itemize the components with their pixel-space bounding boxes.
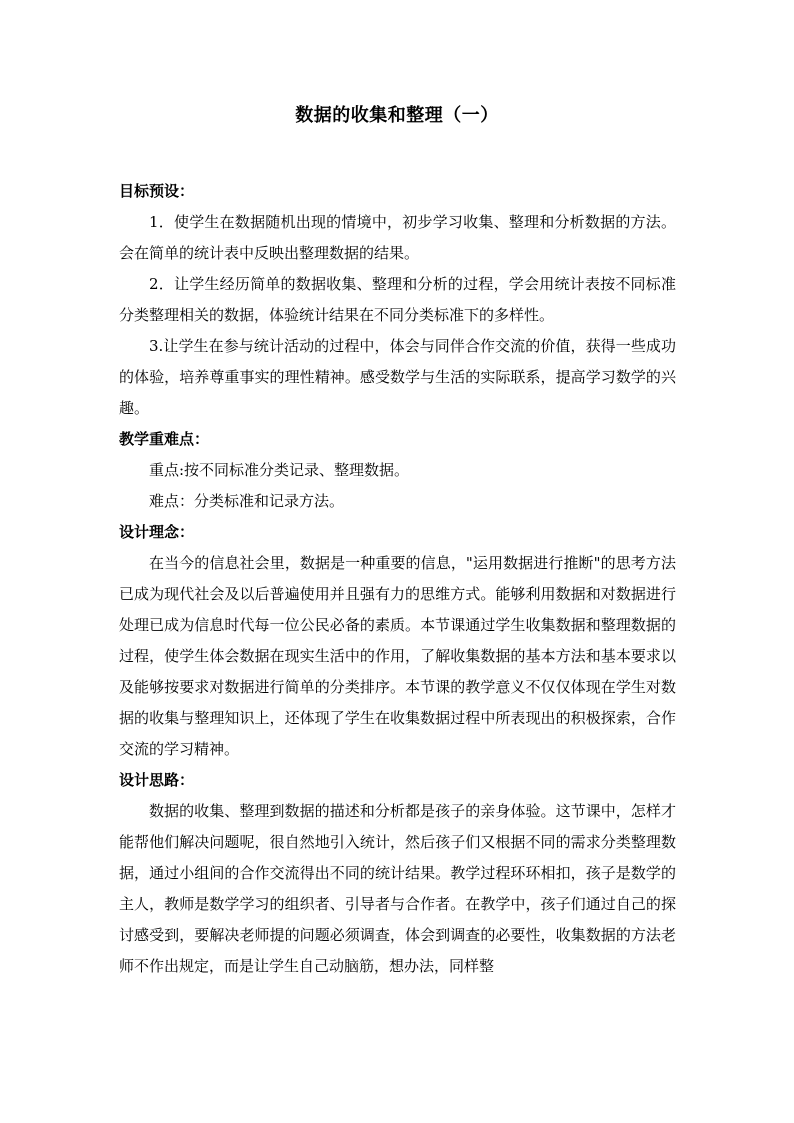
paragraph: 重点:按不同标准分类记录、整理数据。 xyxy=(149,461,410,479)
section-heading: 设计思路： xyxy=(119,771,195,789)
section-goals xyxy=(119,176,676,424)
paragraph: 3.让学生在参与统计活动的过程中，体会与同伴合作交流的价值，获得一些成功的体验，培养尊重事实的理性精神。感受数学与生活的实际联系，提高学习数学的兴趣。 xyxy=(119,337,676,417)
section-heading: 设计理念： xyxy=(119,523,195,541)
paragraph: 2．让学生经历简单的数据收集、整理和分析的过程，学会用统计表按不同标准分类整理相关的数据，体验统计结果在不同分类标准下的多样性。 xyxy=(119,275,676,324)
paragraph: 数据的收集、整理到数据的描述和分析都是孩子的亲身体验。这节课中，怎样才能帮他们解决问题呢，很自然地引入统计，然后孩子们又根据不同的需求分类整理数据，通过小组间的合作交流得出不同的统计结果。教学过程环环相扣，孩子是数学的主人，教师是数学学习的组织者、引导者与合作者。在教学中，孩子们通过自己的探讨感受到，要解决老师提的问题必须调查，体会到调查的必要性，收集数据的方法老师不作出规定，而是让学生自己动脑筋，想办法，同样整 xyxy=(119,802,676,975)
section-design-concept xyxy=(119,517,676,765)
paragraph: 难点：分类标准和记录方法。 xyxy=(149,492,345,510)
section-key-points xyxy=(119,424,676,517)
paragraph: 在当今的信息社会里，数据是一种重要的信息，"运用数据进行推断"的思考方法已成为现代社会及以后普遍使用并且强有力的思维方式。能够利用数据和对数据进行处理已成为信息时代每一位公民必备的素质。本节课通过学生收集数据和整理数据的过程，使学生体会数据在现实生活中的作用，了解收集数据的基本方法和基本要求以及能够按要求对数据进行简单的分类排序。本节课的教学意义不仅仅体现在学生对数据的收集与整理知识上，还体现了学生在收集数据过程中所表现出的积极探索，合作交流的学习精神。 xyxy=(119,554,676,758)
section-heading: 目标预设： xyxy=(119,182,195,200)
document-body xyxy=(119,176,676,982)
section-design-approach xyxy=(119,765,676,982)
paragraph: 1．使学生在数据随机出现的情境中，初步学习收集、整理和分析数据的方法。会在简单的统计表中反映出整理数据的结果。 xyxy=(119,213,676,262)
document-title: 数据的收集和整理（一） xyxy=(295,105,499,126)
section-heading: 教学重难点： xyxy=(119,430,210,448)
